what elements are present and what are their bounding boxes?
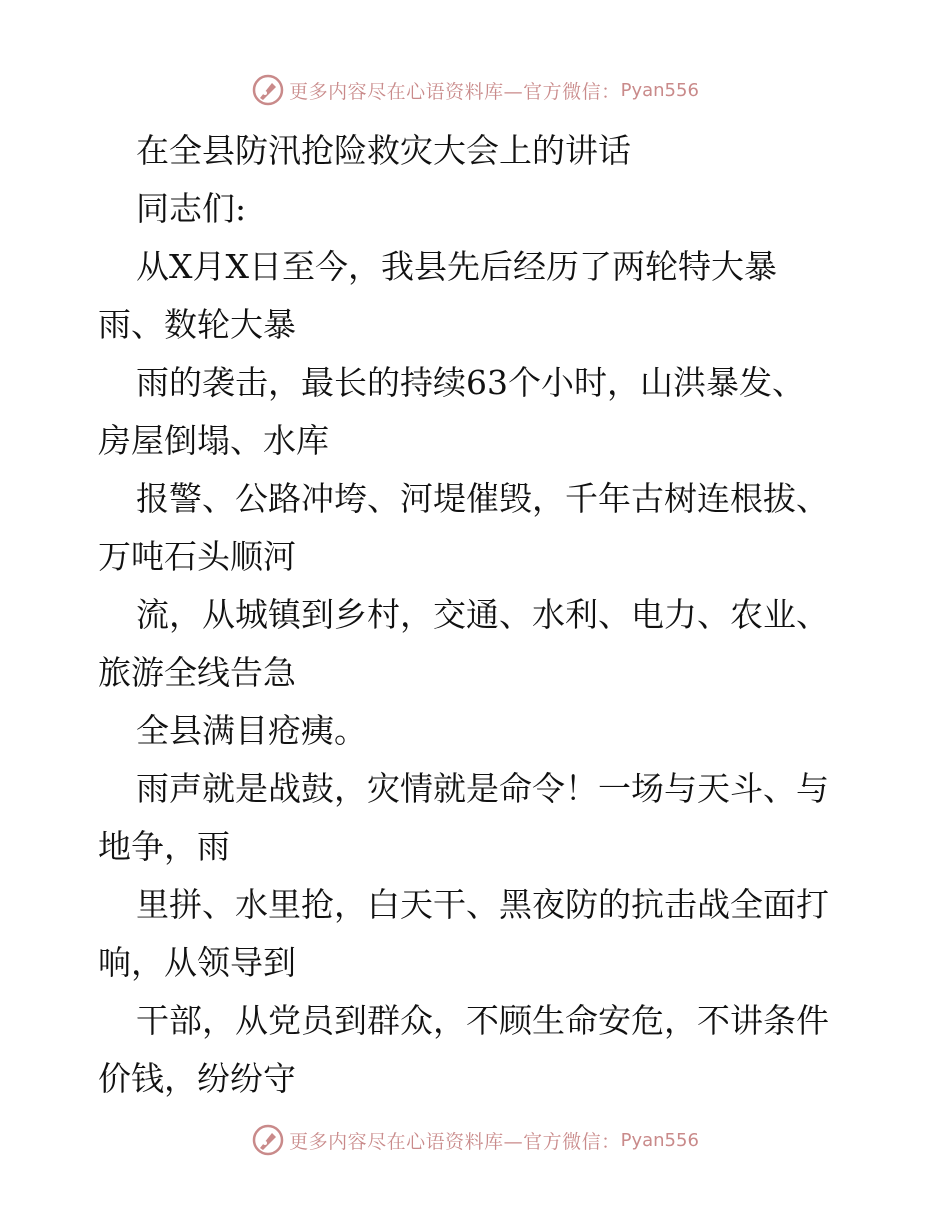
paragraph-line: 雨声就是战鼓，灾情就是命令！一场与天斗、与 xyxy=(136,769,829,808)
paragraph-line: 全县满目疮痍。 xyxy=(136,711,367,750)
watermark-handle: Pyan556 xyxy=(620,1129,699,1151)
paragraph-line: 雨、数轮大暴 xyxy=(98,305,296,344)
paragraph-line: 干部，从党员到群众，不顾生命安危，不讲条件 xyxy=(136,1001,829,1040)
document-title: 在全县防汛抢险救灾大会上的讲话 xyxy=(136,131,631,170)
paragraph-line: 流，从城镇到乡村，交通、水利、电力、农业、 xyxy=(136,595,829,634)
paragraph-line: 旅游全线告急 xyxy=(98,653,296,692)
watermark-handle: Pyan556 xyxy=(620,79,699,101)
document-body xyxy=(98,122,858,1108)
paragraph-line: 雨的袭击，最长的持续63个小时，山洪暴发、 xyxy=(136,363,805,402)
pen-nib-logo-icon xyxy=(251,73,285,107)
paragraph-line: 地争，雨 xyxy=(98,827,230,866)
paragraph-line: 价钱，纷纷守 xyxy=(98,1059,296,1098)
paragraph-line: 报警、公路冲垮、河堤催毁，千年古树连根拔、 xyxy=(136,479,829,518)
salutation: 同志们: xyxy=(136,189,247,228)
paragraph-line: 万吨石头顺河 xyxy=(98,537,296,576)
watermark-text: 更多内容尽在心语资料库—官方微信： xyxy=(289,80,621,103)
paragraph-line: 房屋倒塌、水库 xyxy=(98,421,329,460)
watermark-text: 更多内容尽在心语资料库—官方微信： xyxy=(289,1130,621,1153)
paragraph-line: 从X月X日至今，我县先后经历了两轮特大暴 xyxy=(136,247,777,286)
header-watermark xyxy=(0,70,950,110)
paragraph-line: 响，从领导到 xyxy=(98,943,296,982)
paragraph-line: 里拼、水里抢，白天干、黑夜防的抗击战全面打 xyxy=(136,885,829,924)
footer-watermark xyxy=(0,1120,950,1160)
pen-nib-logo-icon xyxy=(251,1123,285,1157)
